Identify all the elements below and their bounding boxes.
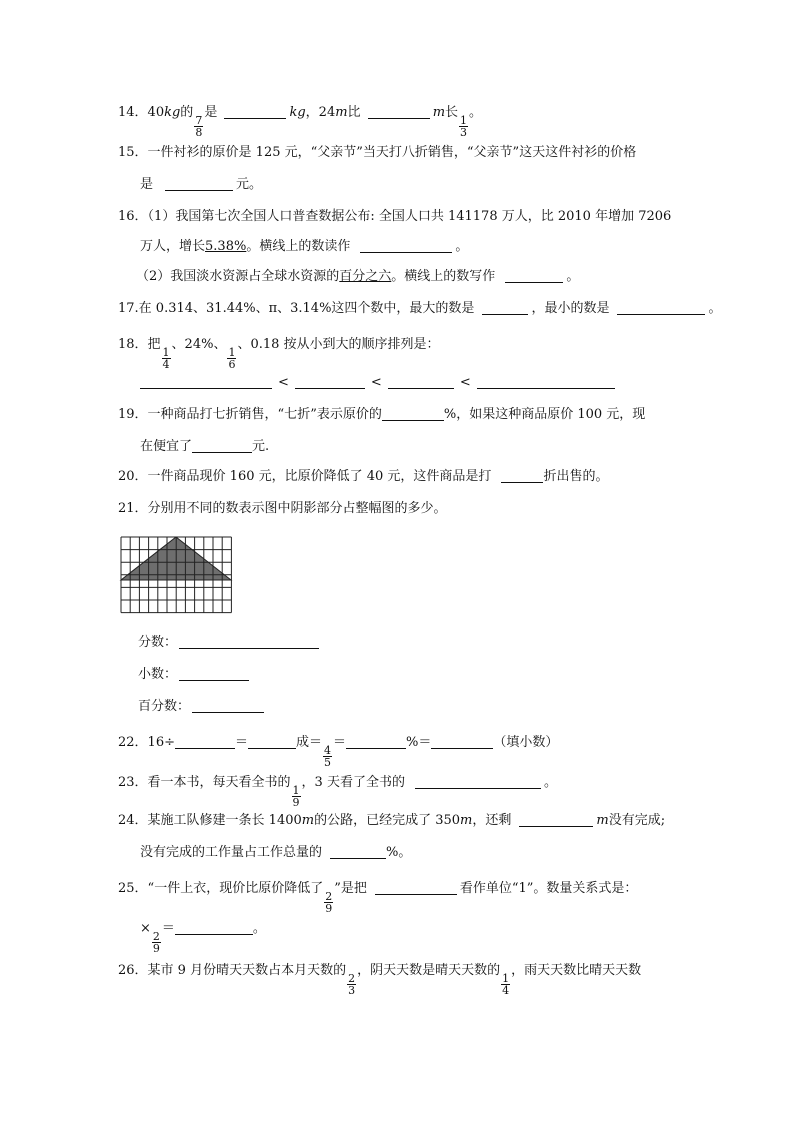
answer-blank[interactable]	[330, 844, 386, 859]
answer-blank[interactable]	[179, 634, 319, 649]
answer-blank[interactable]	[519, 812, 593, 827]
question-15-line1: 15．一件衬衫的原价是 125 元，“父亲节”当天打八折销售，“父亲节”这天这件衬衫的价格	[118, 145, 637, 160]
answer-blank[interactable]	[346, 734, 406, 749]
question-21-fraction: 分数：	[138, 634, 322, 652]
answer-blank[interactable]	[501, 468, 543, 483]
question-21-title: 21．分别用不同的数表示图中阴影部分占整幅图的多少。	[118, 501, 447, 516]
answer-blank[interactable]	[224, 104, 286, 119]
fraction: $\frac{1}{3}$	[460, 114, 468, 139]
grid-lines	[121, 537, 231, 613]
question-19-line2: 在便宜了 元.	[140, 439, 270, 454]
answer-blank[interactable]	[165, 176, 233, 191]
answer-blank[interactable]	[192, 698, 264, 713]
question-26: 26．某市 9 月份晴天天数占本月天数的 $\frac{2}{3}$ ，阴天天数是晴天天数的 $\frac{1}{4}$ ，雨天天数比晴天天数	[118, 963, 642, 997]
question-25-line2: × $\frac{2}{9}$ ＝ 。	[140, 921, 266, 955]
answer-blank[interactable]	[617, 300, 705, 315]
question-18-order-line: < < <	[140, 374, 618, 392]
fraction: $\frac{1}{4}$	[502, 972, 510, 997]
question-18: 18．把 $\frac{1}{4}$ 、24%、 $\frac{1}{6}$ 、0.18 按从小到大的顺序排列是：	[118, 337, 440, 371]
answer-blank[interactable]	[477, 374, 615, 389]
answer-blank[interactable]	[368, 104, 430, 119]
question-16-line3: （2）我国淡水资源占全球水资源的百分之六。横线上的数写作 。	[136, 269, 580, 284]
question-24-line2: 没有完成的工作量占工作总量的 %。	[140, 845, 412, 860]
shaded-grid-figure	[118, 534, 238, 618]
answer-blank[interactable]	[360, 238, 452, 253]
grid-figure-svg	[118, 534, 238, 614]
fraction: $\frac{1}{4}$	[162, 346, 170, 371]
question-16-line1: 16．（1）我国第七次全国人口普查数据公布: 全国人口共 141178 万人，比 2010 年增加 7206	[118, 209, 672, 224]
question-15-line2: 是 元。	[140, 177, 263, 192]
question-24-line1: 24．某施工队修建一条长 1400m的公路，已经完成了 350m，还剩 m没有完成;	[118, 813, 666, 828]
question-23: 23．看一本书，每天看全书的 $\frac{1}{9}$ ，3 天看了全书的 。	[118, 775, 557, 809]
answer-blank[interactable]	[375, 880, 457, 895]
answer-blank[interactable]	[248, 734, 296, 749]
fraction: $\frac{2}{3}$	[348, 972, 356, 997]
fraction: $\frac{1}{9}$	[292, 784, 300, 809]
answer-blank[interactable]	[295, 374, 365, 389]
question-17: 17.在 0.314、31.44%、π、3.14%这四个数中，最大的数是 ，最小的数是 。	[118, 301, 722, 316]
answer-blank[interactable]	[505, 268, 563, 283]
question-22: 22．16÷ ＝ 成＝ $\frac{4}{5}$ ＝ %＝ （填小数）	[118, 735, 559, 769]
question-25-line1: 25．“一件上衣，现价比原价降低了 $\frac{2}{9}$ ”是把 看作单位“1”。数量关系式是：	[118, 881, 638, 915]
answer-blank[interactable]	[179, 666, 249, 681]
question-21-percent: 百分数：	[138, 698, 267, 716]
answer-blank[interactable]	[140, 374, 272, 389]
answer-blank[interactable]	[192, 438, 252, 453]
answer-blank[interactable]	[175, 734, 235, 749]
question-14: 14．40kg的 $\frac{7}{8}$ 是 kg，24m比 m长 $\frac{1}{3}$ 。	[118, 105, 483, 139]
answer-blank[interactable]	[388, 374, 454, 389]
question-20: 20．一件商品现价 160 元，比原价降低了 40 元，这件商品是打 折出售的。	[118, 469, 609, 484]
question-16-line2: 万人，增长5.38%。横线上的数读作 。	[140, 239, 469, 254]
answer-blank[interactable]	[175, 920, 253, 935]
answer-blank[interactable]	[382, 406, 444, 421]
question-19-line1: 19．一种商品打七折销售，“七折”表示原价的 %，如果这种商品原价 100 元，现	[118, 407, 646, 422]
answer-blank[interactable]	[482, 300, 528, 315]
fraction: $\frac{2}{9}$	[152, 930, 160, 955]
fraction: $\frac{7}{8}$	[195, 114, 203, 139]
answer-blank[interactable]	[431, 734, 493, 749]
question-21-decimal: 小数：	[138, 666, 252, 684]
fraction: $\frac{2}{9}$	[325, 890, 333, 915]
fraction: $\frac{1}{6}$	[228, 346, 236, 371]
answer-blank[interactable]	[415, 774, 541, 789]
fraction: $\frac{4}{5}$	[324, 744, 332, 769]
